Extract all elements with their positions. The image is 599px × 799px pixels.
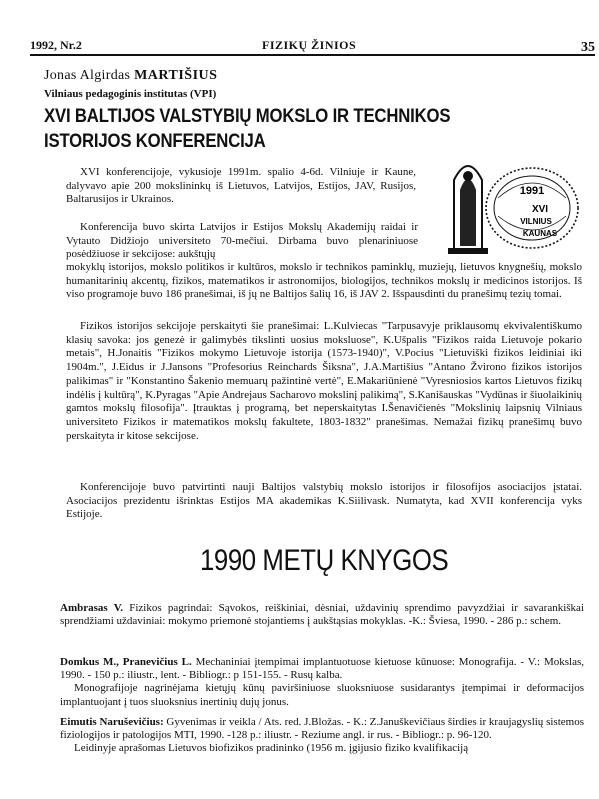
book-author: Eimutis Naruševičius: bbox=[60, 716, 164, 728]
book-note: Leidinyje aprašomas Lietuvos biofizikos pradininko (1956 m. įgijusio fiziko kvalifikaciją bbox=[74, 742, 469, 755]
author bbox=[44, 68, 217, 84]
emblem-city-kaunas: KAUNAS bbox=[522, 229, 558, 238]
book-text: Fizikos pagrindai: Sąvokos, reiškiniai, dėsniai, uždavinių sprendimo pavyzdžiai ir savarankiškai sprendžiami uždaviniai: mokymo priemonė stojantiems į aukštąsias mokyklas. -K.: Šviesa, 1990. - 286 p.: schem. bbox=[60, 602, 584, 628]
book-entry bbox=[60, 602, 584, 628]
journal-title: FIZIKŲ ŽINIOS bbox=[262, 38, 357, 52]
author-last-name: MARTIŠIUS bbox=[134, 68, 218, 83]
conference-emblem bbox=[436, 146, 588, 258]
issue-label: 1992, Nr.2 bbox=[30, 38, 82, 52]
page-number: 35 bbox=[581, 40, 595, 55]
running-header bbox=[30, 36, 595, 56]
book-entry bbox=[60, 716, 584, 756]
book-note: Monografijoje nagrinėjama kietųjų kūnų paviršiniuose sluoksniuose susidarantys įtempimai ir deformacijos implantuojant į tuos sluoksnius inertinių dujų jonus. bbox=[60, 682, 584, 708]
book-entry bbox=[60, 656, 584, 709]
book-author: Domkus M., Pranevičius L. bbox=[60, 656, 192, 668]
affiliation: Vilniaus pedagoginis institutas (VPI) bbox=[44, 88, 217, 100]
paragraph-2-continued: mokyklų istorijos, mokslo politikos ir kultūros, mokslo ir technikos paminklų, muziejų, lietuvos knygnešių, mokslo humanitarinių akcentų, fizikos, matematikos ir astronomijos, biologijos, technikos mokslų ir medicinos istorijos. Iš viso programoje buvo 186 pranešimai, iš jų ne Baltijos šalių 16, iš JAV 2. Išspausdinti du pranešimų tezių tomai. bbox=[66, 261, 582, 301]
paragraph-1: XVI konferencijoje, vykusioje 1991m. spalio 4-6d. Vilniuje ir Kaune, dalyvavo apie 200 mokslininkų iš Lietuvos, Latvijos, Estijos, JAV, Rusijos, Baltarusijos ir Ukrainos. bbox=[66, 166, 416, 206]
emblem-year: 1991 bbox=[519, 185, 545, 197]
article-title: XVI BALTIJOS VALSTYBIŲ MOKSLO IR TECHNIKOS ISTORIJOS KONFERENCIJA bbox=[44, 106, 451, 152]
book-author: Ambrasas V. bbox=[60, 602, 123, 614]
book-text: Gyvenimas ir veikla / Ats. red. J.Bložas. - K.: Z.Januškevičiaus širdies ir kraujagyslių sistemos fiziologijos ir patologijos MTI, 1990. -128 p.: iliustr. - Reziume angl. ir rus. - Bibliogr.: p. 96-120. bbox=[60, 716, 584, 742]
book-text: Mechaniniai įtempimai implantuotuose kietuose kūnuose: Monografija. - V.: Mokslas, 1990. - 150 p.: iliustr., lent. - Bibliogr.: p 151-155. - Rusų kalba. bbox=[60, 656, 584, 682]
paragraph-3: Fizikos istorijos sekcijoje perskaityti šie pranešimai: L.Kulviecas "Tarpusavyje priklausomų ekvivalentiškumo klasių savoka: jos genezė ir galimybės tikslinti uosius moksluose", K.Ušpalis "Fizikos raida Lietuvoje pokario metais", H.Jonaitis "Fizikos mokymo Lietuvoje istorija (1573-1940)", V.Pocius "Lietuviški fizikos leidiniai iki 1904m.", J.Eidus ir J.Jansons "Profesorius Reinchards Šiksna", J.A.Martišius "Antano Žvirono fizikos istorijos palikimas" ir "Konstantino Šakenio memuarų pažintinė vertė", E.Makariūnienė "Vyresniosios kartos Lietuvos fizikų indėlis į kultūrą", K.Pyragas "Apie Andrejaus Sacharovo mokslinį palikimą", S.Kanišauskas "Vydūnas ir šiuolaikinių gamtos mokslų filosofija". Įtrauktas į programą, bet neperskaitytas I.Šenavičienės "Mokslinių laipsnių Vilniaus universiteto Fizikos ir matematikos mokslų fakultete, 1803-1832" pranešimas. Nemažai fizikų pranešimų buvo perskaityta ir kitose sekcijose. bbox=[66, 320, 582, 442]
author-first-name: Jonas Algirdas bbox=[44, 68, 135, 83]
paragraph-4: Konferencijoje buvo patvirtinti nauji Baltijos valstybių mokslo istorijos ir filosofijos asociacijos įstatai. Asociacijos prezidentu išrinktas Estijos MA akademikas K.Siilivask. Numatyta, kad XVII konferencija vyks Estijoje. bbox=[66, 481, 582, 521]
emblem-numeral: XVI bbox=[531, 204, 549, 215]
books-section-title: 1990 METŲ KNYGOS bbox=[200, 544, 449, 577]
paragraph-2: Konferencija buvo skirta Latvijos ir Estijos Mokslų Akademijų raidai ir Vytauto Didžiojo universiteto 70-mečiui. Dirbama buvo plenariniuose posėdžiuose ir sekcijose: aukštųjų bbox=[66, 221, 418, 261]
emblem-drawing bbox=[436, 146, 588, 258]
emblem-city-vilnius: VILNIUS bbox=[520, 217, 552, 226]
